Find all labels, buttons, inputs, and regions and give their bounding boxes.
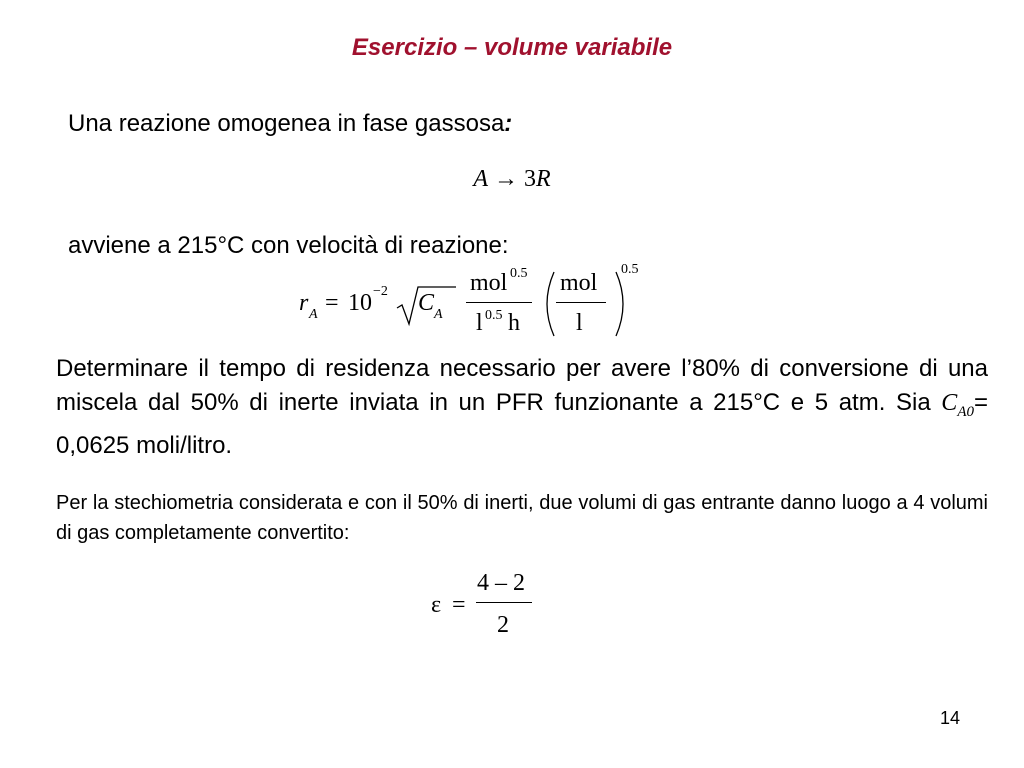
epsilon-numerator: 4 – 2 [477,570,525,596]
slide-title: Esercizio – volume variabile [351,34,673,61]
problem-value: = 0,0625 moli/litro. [56,389,988,459]
concentration-subscript: A [434,307,443,322]
rate-equals: = [325,290,339,316]
unit2-den-l: l [576,310,583,336]
intro-text [68,110,512,138]
outer-exponent: 0.5 [621,262,639,277]
rate-symbol: r [299,290,309,316]
epsilon-equation [0,568,1024,648]
fraction-bar-2 [556,302,606,303]
unit2-num-mol: mol [560,270,598,296]
cA0-letter: C [941,390,958,416]
rate-equation [0,262,1024,342]
product: R [536,166,551,192]
reactant: A [473,166,488,192]
rate-constant-base: 10 [348,290,372,316]
epsilon-equals: = [452,592,466,618]
epsilon-denominator: 2 [497,612,509,638]
condition-text: avviene a 215°C con velocità di reazione: [68,232,509,259]
epsilon-symbol: ε [431,592,442,618]
unit-den-h: h [508,310,520,336]
cA0-subscript: A0 [957,403,974,420]
page-number: 14 [940,708,961,728]
reaction-arrow: → [494,166,518,192]
intro-sentence: Una reazione omogenea in fase gassosa [68,110,505,137]
stoich-coefficient: 3 [524,166,536,192]
reaction-equation [0,166,1024,193]
unit-num-exponent: 0.5 [510,266,528,281]
unit-den-exponent: 0.5 [485,308,503,323]
problem-text: Determinare il tempo di residenza necessario per avere l’80% di conversione di una miscela dal 50% di inerte inviata in un PFR funzionante a 215°C e 5 atm. Sia [56,355,988,416]
fraction-bar [466,302,532,303]
concentration-symbol: C [418,290,435,316]
rate-constant-exponent: −2 [373,284,388,299]
problem-statement [56,352,988,463]
epsilon-fraction-bar [476,602,532,603]
unit-den-l: l [476,310,483,336]
intro-colon: : [504,110,513,137]
initial-concentration-symbol [941,390,974,420]
unit-num-mol: mol [470,270,508,296]
stoichiometry-note: Per la stechiometria considerata e con il 50% di inerti, due volumi di gas entrante danno luogo a 4 volumi di gas completamente convertito: [56,492,988,544]
rate-subscript: A [309,307,318,322]
